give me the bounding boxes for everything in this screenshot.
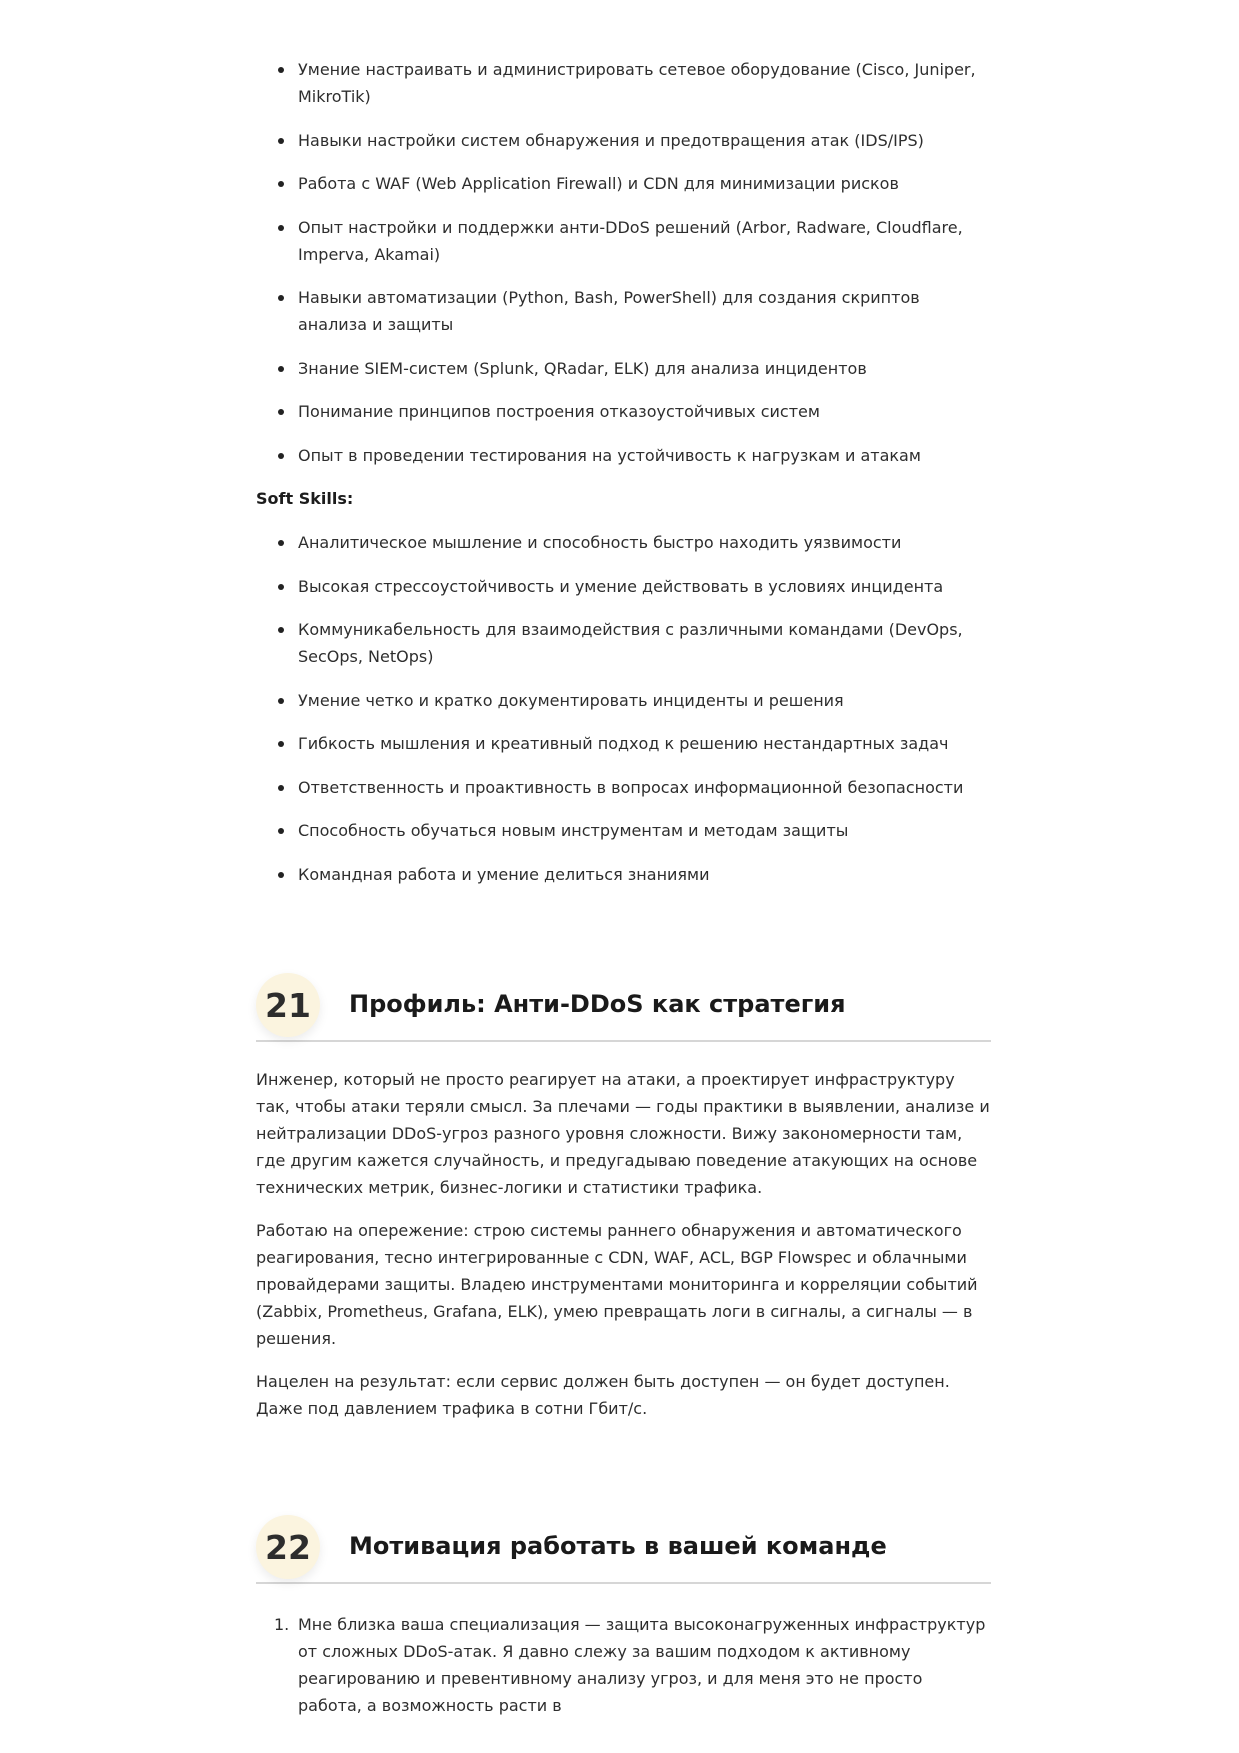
paragraph: Работаю на опережение: строю системы раннего обнаружения и автоматического реагирования, тесно интегрированные с CDN, WAF, ACL, BGP Flowspec и облачными провайдерами защиты. Владею инструментами мониторинга и корреляции событий (Zabbix, Prometheus, Grafana, ELK), умею превращать логи в сигналы, а сигналы — в решения. [256, 1221, 978, 1348]
motivation-list [256, 1611, 991, 1719]
skills-block [256, 56, 991, 904]
list-item: Умение настраивать и администрировать сетевое оборудование (Cisco, Juniper, MikroTik) [298, 56, 991, 110]
section-number-badge: 22 [256, 1515, 320, 1579]
list-item: Знание SIEM-систем (Splunk, QRadar, ELK) для анализа инцидентов [298, 355, 991, 382]
section-title: Мотивация работать в вашей команде [349, 1532, 887, 1560]
section-21 [256, 976, 991, 1438]
tech-skills-list [256, 56, 991, 469]
section-number-badge: 21 [256, 973, 320, 1037]
section-header [256, 976, 991, 1042]
list-item: Работа с WAF (Web Application Firewall) и CDN для минимизации рисков [298, 170, 991, 197]
paragraph: Нацелен на результат: если сервис должен быть доступен — он будет доступен. Даже под давлением трафика в сотни Гбит/с. [256, 1372, 950, 1418]
list-item: Опыт в проведении тестирования на устойчивость к нагрузкам и атакам [298, 442, 991, 469]
list-item: Ответственность и проактивность в вопросах информационной безопасности [298, 774, 991, 801]
list-item-text: Мне близка ваша специализация — защита высоконагруженных инфраструктур от сложных DDoS-атак. Я давно слежу за вашим подходом к активному реагированию и превентивному анализу угроз, и для меня это не просто работа, а возможность расти в [298, 1615, 986, 1715]
section-body [256, 1066, 991, 1422]
list-item: Аналитическое мышление и способность быстро находить уязвимости [298, 529, 991, 556]
paragraph: Инженер, который не просто реагирует на атаки, а проектирует инфраструктуру так, чтобы атаки теряли смысл. За плечами — годы практики в выявлении, анализе и нейтрализации DDoS-угроз разного уровня сложности. Вижу закономерности там, где другим кажется случайность, и предугадываю поведение атакующих на основе технических метрик, бизнес-логики и статистики трафика. [256, 1070, 990, 1197]
list-item: Умение четко и кратко документировать инциденты и решения [298, 687, 991, 714]
list-number: 1. [274, 1615, 290, 1634]
list-item: Гибкость мышления и креативный подход к решению нестандартных задач [298, 730, 991, 757]
list-item: Коммуникабельность для взаимодействия с различными командами (DevOps, SecOps, NetOps) [298, 616, 991, 670]
soft-skills-list [256, 529, 991, 888]
list-item: Высокая стрессоустойчивость и умение действовать в условиях инцидента [298, 573, 991, 600]
soft-skills-heading: Soft Skills: [256, 489, 354, 508]
list-item: Опыт настройки и поддержки анти-DDoS решений (Arbor, Radware, Cloudflare, Imperva, Akamai) [298, 214, 991, 268]
list-item: Понимание принципов построения отказоустойчивых систем [298, 398, 991, 425]
list-item: Навыки автоматизации (Python, Bash, PowerShell) для создания скриптов анализа и защиты [298, 284, 991, 338]
section-header [256, 1518, 991, 1584]
list-item: Навыки настройки систем обнаружения и предотвращения атак (IDS/IPS) [298, 127, 991, 154]
list-item: Способность обучаться новым инструментам и методам защиты [298, 817, 991, 844]
section-22 [256, 1518, 991, 1719]
section-title: Профиль: Анти-DDoS как стратегия [349, 990, 846, 1018]
list-item [274, 1611, 991, 1719]
list-item: Командная работа и умение делиться знаниями [298, 861, 991, 888]
